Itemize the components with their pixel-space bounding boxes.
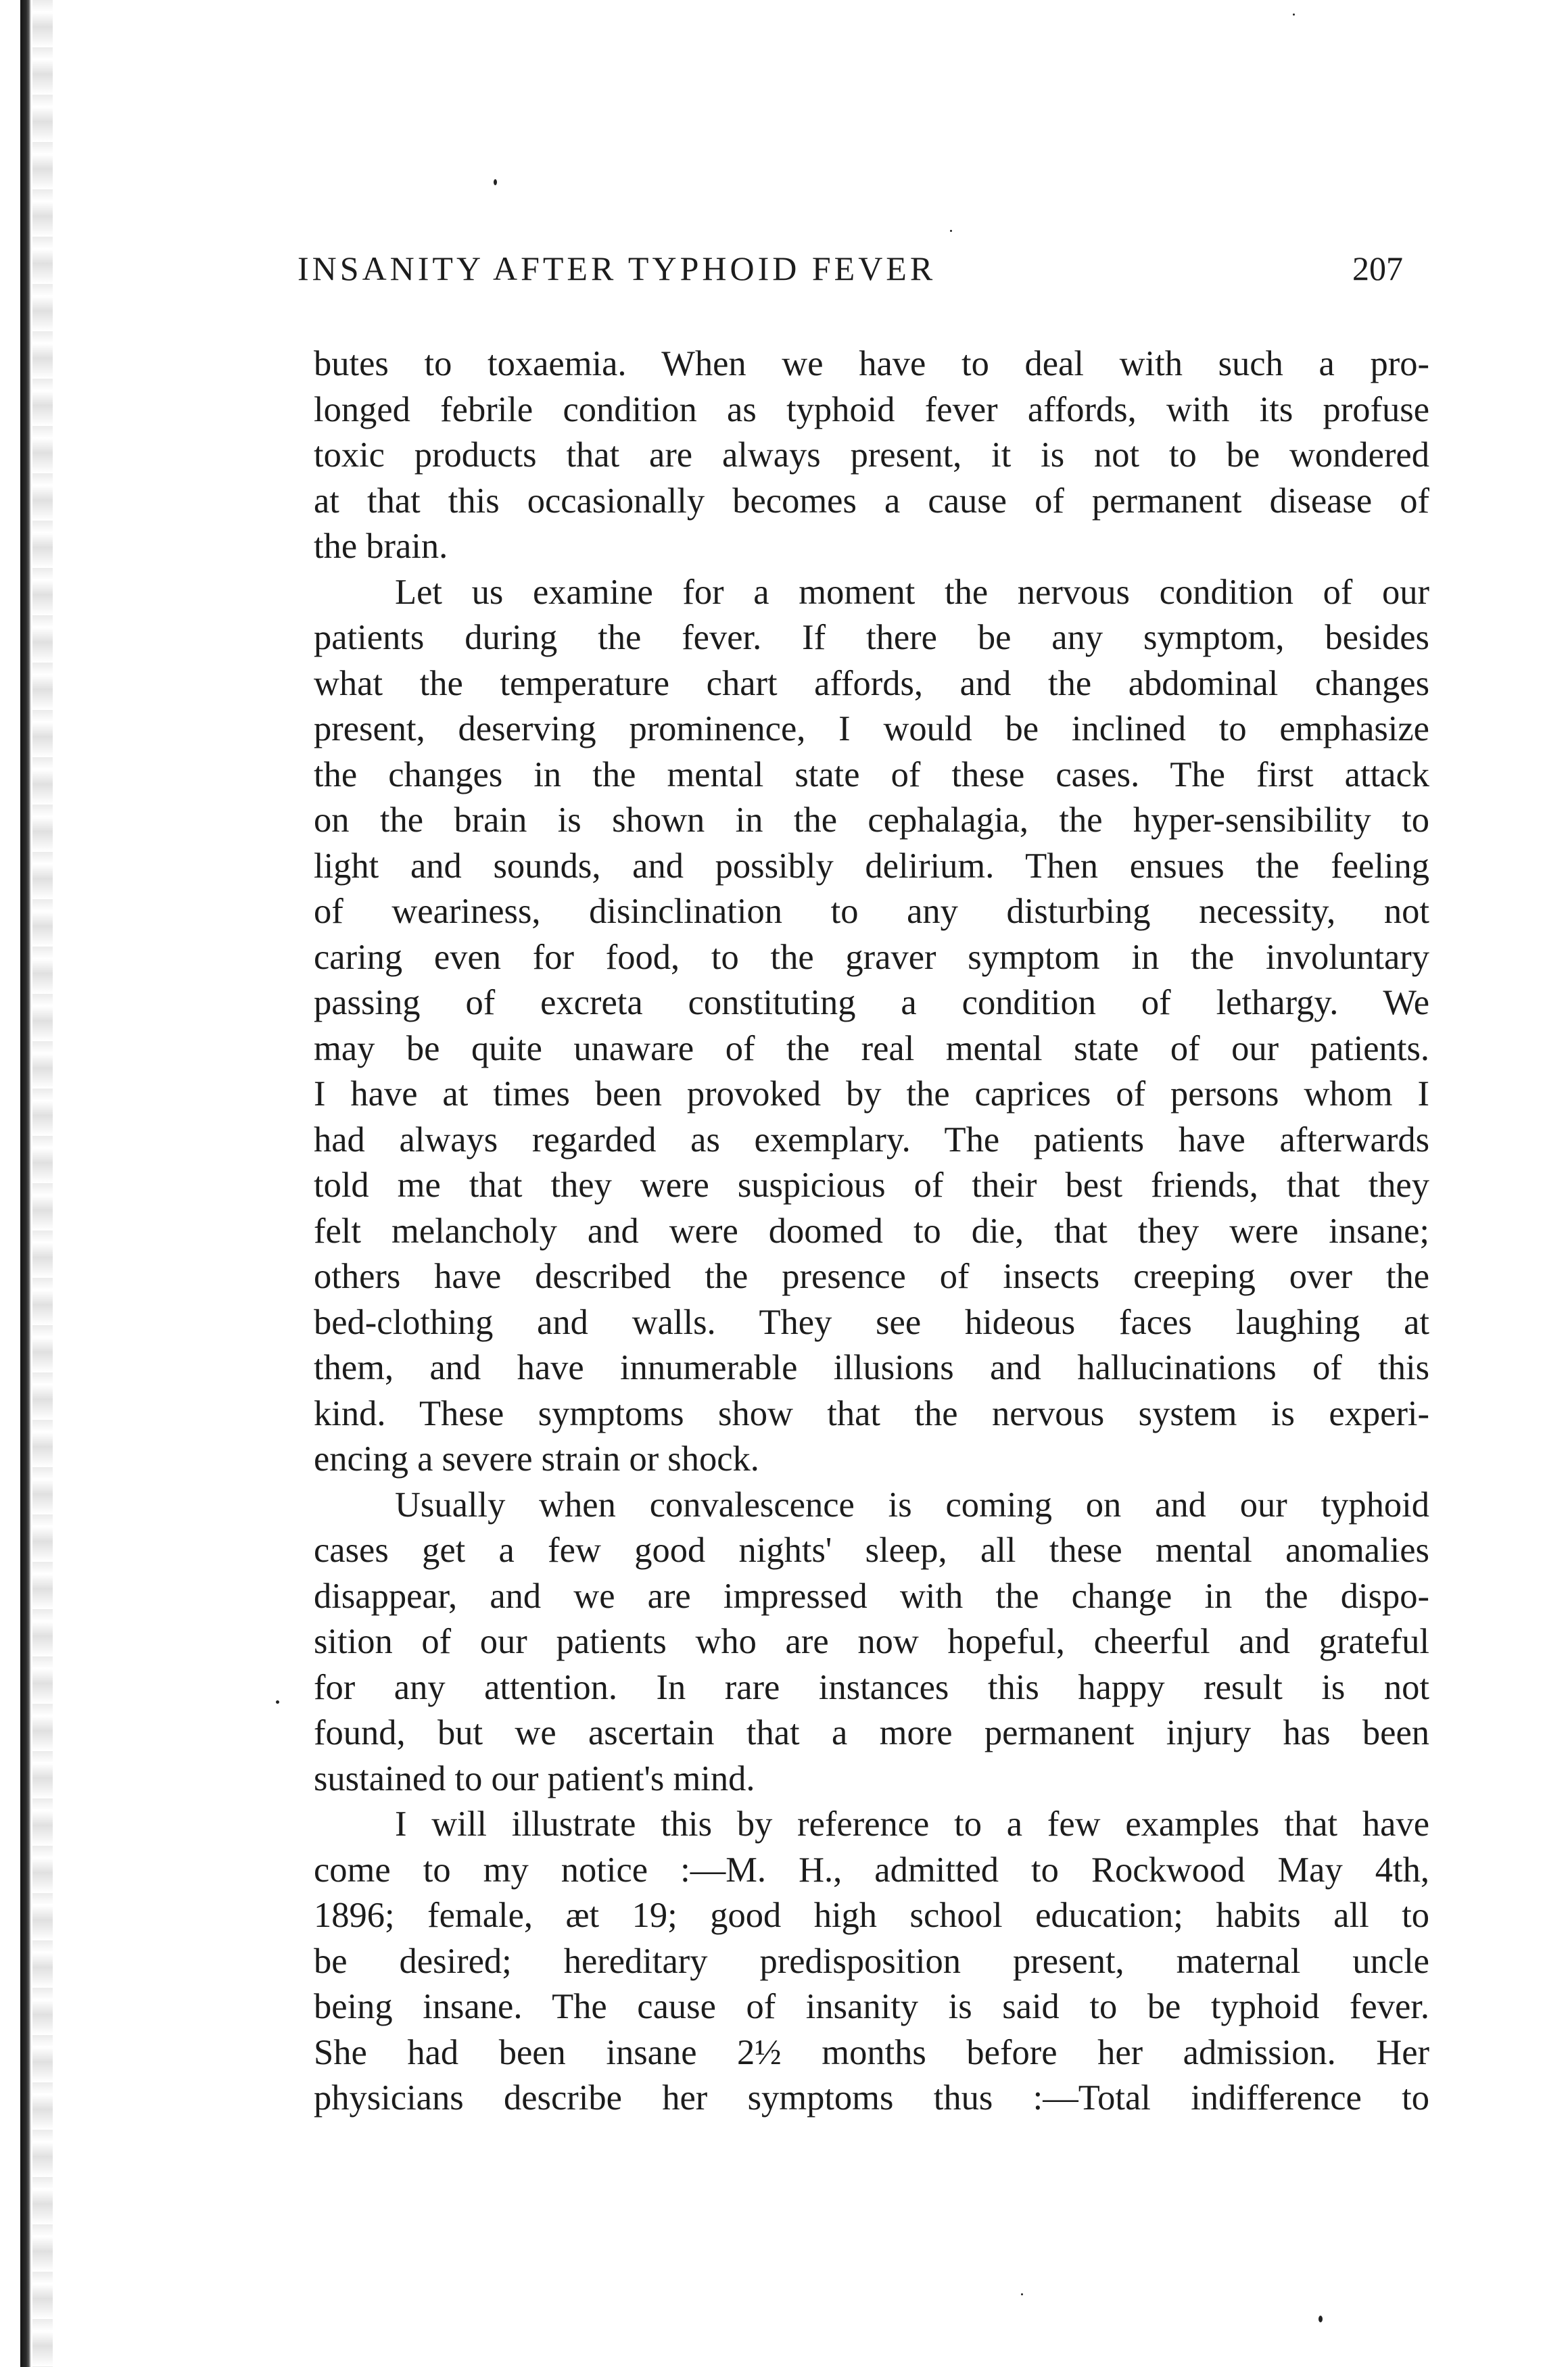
scan-speck (494, 179, 497, 185)
text-line: being insane. The cause of insanity is said to be typhoid fever. (314, 1987, 1429, 2026)
text-line: others have described the presence of insects creeping over the (314, 1257, 1429, 1296)
text-line: of weariness, disinclination to any disturbing necessity, not (314, 892, 1429, 931)
text-line: sustained to our patient's mind. (314, 1759, 755, 1798)
text-line: She had been insane 2½ months before her admission. Her (314, 2032, 1429, 2072)
text-line: longed febrile condition as typhoid fever affords, with its profuse (314, 389, 1429, 429)
text-line: the changes in the mental state of these cases. The first attack (314, 755, 1429, 794)
text-line: caring even for food, to the graver symptom in the involuntary (314, 937, 1429, 977)
paragraph (314, 1483, 1429, 1802)
scan-speck (1021, 2293, 1023, 2295)
scan-speck (276, 1700, 279, 1704)
text-line: bed-clothing and walls. They see hideous faces laughing at (314, 1302, 1429, 1342)
text-line: for any attention. In rare instances this happy result is not (314, 1667, 1429, 1707)
text-line: on the brain is shown in the cephalagia, the hyper-sensibility to (314, 800, 1429, 840)
page-number: 207 (1352, 249, 1403, 287)
text-line: disappear, and we are impressed with the change in the dispo- (314, 1576, 1429, 1616)
text-line: sition of our patients who are now hopeful, cheerful and grateful (314, 1622, 1429, 1661)
text-line: 1896; female, æt 19; good high school education; habits all to (314, 1896, 1429, 1935)
paragraph (314, 570, 1429, 1483)
text-line: may be quite unaware of the real mental state of our patients. (314, 1028, 1429, 1068)
text-line: what the temperature chart affords, and the abdominal changes (314, 663, 1429, 703)
text-line: come to my notice :—M. H., admitted to Rockwood May 4th, (314, 1850, 1429, 1890)
text-line: the brain. (314, 527, 448, 566)
text-line: kind. These symptoms show that the nervous system is experi- (314, 1393, 1429, 1433)
body-text (314, 341, 1429, 2122)
text-line: at that this occasionally becomes a cause of permanent disease of (314, 481, 1429, 521)
text-line: told me that they were suspicious of their best friends, that they (314, 1166, 1429, 1205)
text-line: toxic products that are always present, it is not to be wondered (314, 435, 1429, 475)
text-line: physicians describe her symptoms thus :—Total indifference to (314, 2078, 1429, 2118)
text-line: patients during the fever. If there be any symptom, besides (314, 618, 1429, 657)
running-head-title: INSANITY AFTER TYPHOID FEVER (298, 249, 936, 287)
page-binding-shadow (32, 0, 53, 2367)
scan-speck (1318, 2316, 1323, 2322)
page-binding-edge (20, 0, 31, 2367)
text-line: found, but we ascertain that a more permanent injury has been (314, 1713, 1429, 1752)
text-line: Let us examine for a moment the nervous condition of our (395, 572, 1429, 612)
text-line: cases get a few good nights' sleep, all these mental anomalies (314, 1531, 1429, 1570)
paragraph (314, 341, 1429, 570)
paragraph (314, 1802, 1429, 2122)
text-line: I will illustrate this by reference to a few examples that have (395, 1804, 1429, 1844)
text-line: butes to toxaemia. When we have to deal with such a pro- (314, 344, 1429, 383)
text-line: be desired; hereditary predisposition present, maternal uncle (314, 1941, 1429, 1981)
text-line: encing a severe strain or shock. (314, 1439, 759, 1479)
text-line: I have at times been provoked by the caprices of persons whom I (314, 1074, 1429, 1114)
text-line: them, and have innumerable illusions and hallucinations of this (314, 1348, 1429, 1387)
text-line: had always regarded as exemplary. The patients have afterwards (314, 1120, 1429, 1159)
scan-speck (1293, 14, 1295, 16)
text-line: felt melancholy and were doomed to die, that they were insane; (314, 1211, 1429, 1251)
text-line: light and sounds, and possibly delirium. Then ensues the feeling (314, 846, 1429, 886)
scan-speck (950, 230, 952, 232)
text-line: present, deserving prominence, I would be inclined to emphasize (314, 709, 1429, 748)
text-line: Usually when convalescence is coming on and our typhoid (395, 1485, 1429, 1525)
text-line: passing of excreta constituting a condition of lethargy. We (314, 983, 1429, 1022)
